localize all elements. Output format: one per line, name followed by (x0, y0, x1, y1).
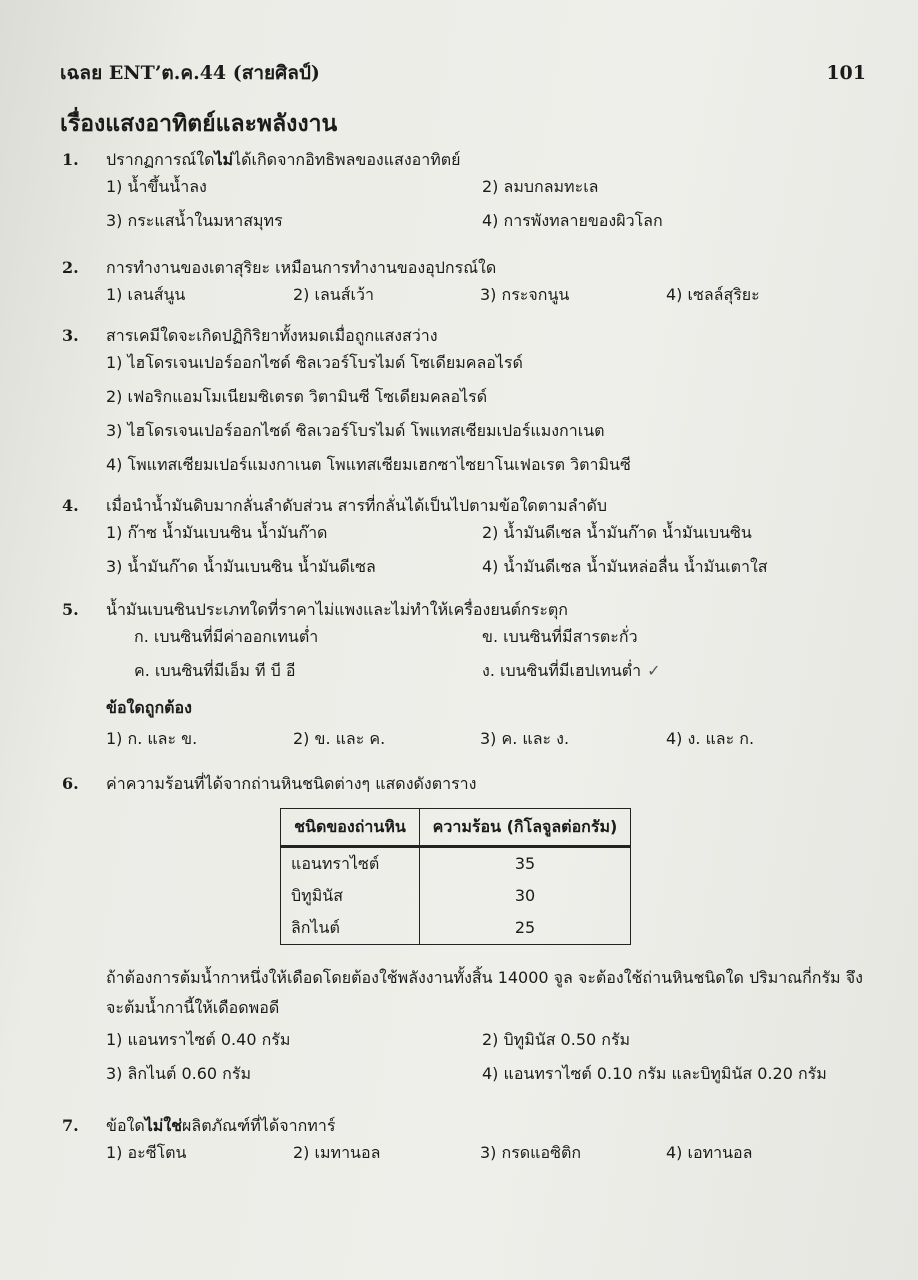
question-2 (62, 258, 878, 312)
question-number: 4. (62, 496, 79, 515)
option-4[interactable]: 4) แอนทราไซต์ 0.10 กรัม และบิทูมินัส 0.20 กรัม (482, 1064, 827, 1083)
statement-c: ค. เบนซินที่มีเอ็ม ที บี อี (134, 661, 296, 680)
table-cell: 35 (420, 847, 631, 881)
option-1[interactable]: 1) ก. และ ข. (106, 729, 198, 748)
option-3[interactable]: 3) กรดแอซิติก (480, 1143, 582, 1162)
question-4 (62, 496, 878, 584)
question-3 (62, 326, 878, 482)
option-1[interactable]: 1) ไฮโดรเจนเปอร์ออกไซด์ ซิลเวอร์โบรไมด์ โซเดียมคลอไรด์ (106, 353, 523, 372)
question-number: 2. (62, 258, 79, 277)
coal-heat-table (280, 808, 631, 945)
option-2[interactable]: 2) บิทูมินัส 0.50 กรัม (482, 1030, 631, 1049)
question-text: เมื่อนำน้ำมันดิบมากลั่นลำดับส่วน สารที่กลั่นได้เป็นไปตามข้อใดตามลำดับ (106, 496, 608, 515)
option-1[interactable]: 1) อะซีโตน (106, 1143, 187, 1162)
question-number: 5. (62, 600, 79, 619)
question-paragraph: ถ้าต้องการต้มน้ำกาหนึ่งให้เดือดโดยต้องใช้พลังงานทั้งสิ้น 14000 จูล จะต้องใช้ถ่านหินชนิดใด ปริมาณกี่กรัม จึงจะต้มน้ำกานี้ให้เดือดพอดี (106, 968, 863, 1017)
page-header (60, 58, 866, 88)
option-3[interactable]: 3) ไฮโดรเจนเปอร์ออกไซด์ ซิลเวอร์โบรไมด์ โพแทสเซียมเปอร์แมงกาเนต (106, 421, 605, 440)
option-4[interactable]: 4) ง. และ ก. (666, 729, 755, 748)
checkmark-icon: ✓ (647, 661, 661, 680)
option-1[interactable]: 1) น้ำขึ้นน้ำลง (106, 177, 207, 196)
option-4[interactable]: 4) เอทานอล (666, 1143, 753, 1162)
option-1[interactable]: 1) ก๊าซ น้ำมันเบนซิน น้ำมันก๊าด (106, 523, 328, 542)
question-text: น้ำมันเบนซินประเภทใดที่ราคาไม่แพงและไม่ทำให้เครื่องยนต์กระตุก (106, 600, 568, 619)
option-2[interactable]: 2) เมทานอล (293, 1143, 381, 1162)
table-cell: 25 (420, 912, 631, 945)
table-header-row (281, 809, 631, 847)
option-1[interactable]: 1) แอนทราไซต์ 0.40 กรัม (106, 1030, 291, 1049)
table-row (281, 912, 631, 945)
question-number: 3. (62, 326, 79, 345)
option-4[interactable]: 4) การพังทลายของผิวโลก (482, 211, 663, 230)
question-text: ข้อใดไม่ใช่ผลิตภัณฑ์ที่ได้จากทาร์ (106, 1116, 336, 1135)
question-7 (62, 1116, 878, 1170)
table-cell: 30 (420, 880, 631, 912)
option-3[interactable]: 3) ค. และ ง. (480, 729, 570, 748)
option-3[interactable]: 3) กระจกนูน (480, 285, 570, 304)
option-2[interactable]: 2) เลนส์เว้า (293, 285, 374, 304)
question-number: 7. (62, 1116, 79, 1135)
question-number: 6. (62, 774, 79, 793)
question-text: การทำงานของเตาสุริยะ เหมือนการทำงานของอุปกรณ์ใด (106, 258, 497, 277)
option-2[interactable]: 2) ข. และ ค. (293, 729, 386, 748)
option-3[interactable]: 3) กระแสน้ำในมหาสมุทร (106, 211, 283, 230)
option-3[interactable]: 3) ลิกไนต์ 0.60 กรัม (106, 1064, 251, 1083)
table-header: ชนิดของถ่านหิน (281, 809, 420, 847)
option-1[interactable]: 1) เลนส์นูน (106, 285, 186, 304)
table-header: ความร้อน (กิโลจูลต่อกรัม) (420, 809, 631, 847)
option-4[interactable]: 4) โพแทสเซียมเปอร์แมงกาเนต โพแทสเซียมเฮกซาไซยาโนเฟอเรต วิตามินซี (106, 455, 631, 474)
question-prompt: ข้อใดถูกต้อง (106, 698, 192, 717)
section-title: เรื่องแสงอาทิตย์และพลังงาน (60, 111, 338, 137)
option-2[interactable]: 2) น้ำมันดีเซล น้ำมันก๊าด น้ำมันเบนซิน (482, 523, 752, 542)
option-3[interactable]: 3) น้ำมันก๊าด น้ำมันเบนซิน น้ำมันดีเซล (106, 557, 376, 576)
question-5 (62, 600, 878, 756)
question-number: 1. (62, 150, 79, 169)
page-number: 101 (826, 62, 866, 84)
statement-d: ง. เบนซินที่มีเฮปเทนต่ำ ✓ (482, 661, 661, 680)
table-cell: ลิกไนต์ (281, 912, 420, 945)
statement-b: ข. เบนซินที่มีสารตะกั่ว (482, 627, 638, 646)
question-text: สารเคมีใดจะเกิดปฏิกิริยาทั้งหมดเมื่อถูกแสงสว่าง (106, 326, 438, 345)
option-4[interactable]: 4) น้ำมันดีเซล น้ำมันหล่อลื่น น้ำมันเตาใส (482, 557, 768, 576)
question-6 (62, 774, 878, 1091)
question-text: ปรากฏการณ์ใดไม่ได้เกิดจากอิทธิพลของแสงอาทิตย์ (106, 150, 461, 169)
option-4[interactable]: 4) เซลล์สุริยะ (666, 285, 760, 304)
option-2[interactable]: 2) ลมบกลมทะเล (482, 177, 599, 196)
table-row (281, 847, 631, 881)
table-cell: บิทูมินัส (281, 880, 420, 912)
table-cell: แอนทราไซต์ (281, 847, 420, 881)
header-title: เฉลย ENT’ต.ค.44 (สายศิลป์) (60, 62, 320, 84)
table-row (281, 880, 631, 912)
question-text: ค่าความร้อนที่ได้จากถ่านหินชนิดต่างๆ แสดงดังตาราง (106, 774, 477, 793)
statement-a: ก. เบนซินที่มีค่าออกเทนต่ำ (134, 627, 319, 646)
question-1 (62, 150, 878, 238)
option-2[interactable]: 2) เฟอริกแอมโมเนียมซิเตรต วิตามินซี โซเดียมคลอไรด์ (106, 387, 488, 406)
